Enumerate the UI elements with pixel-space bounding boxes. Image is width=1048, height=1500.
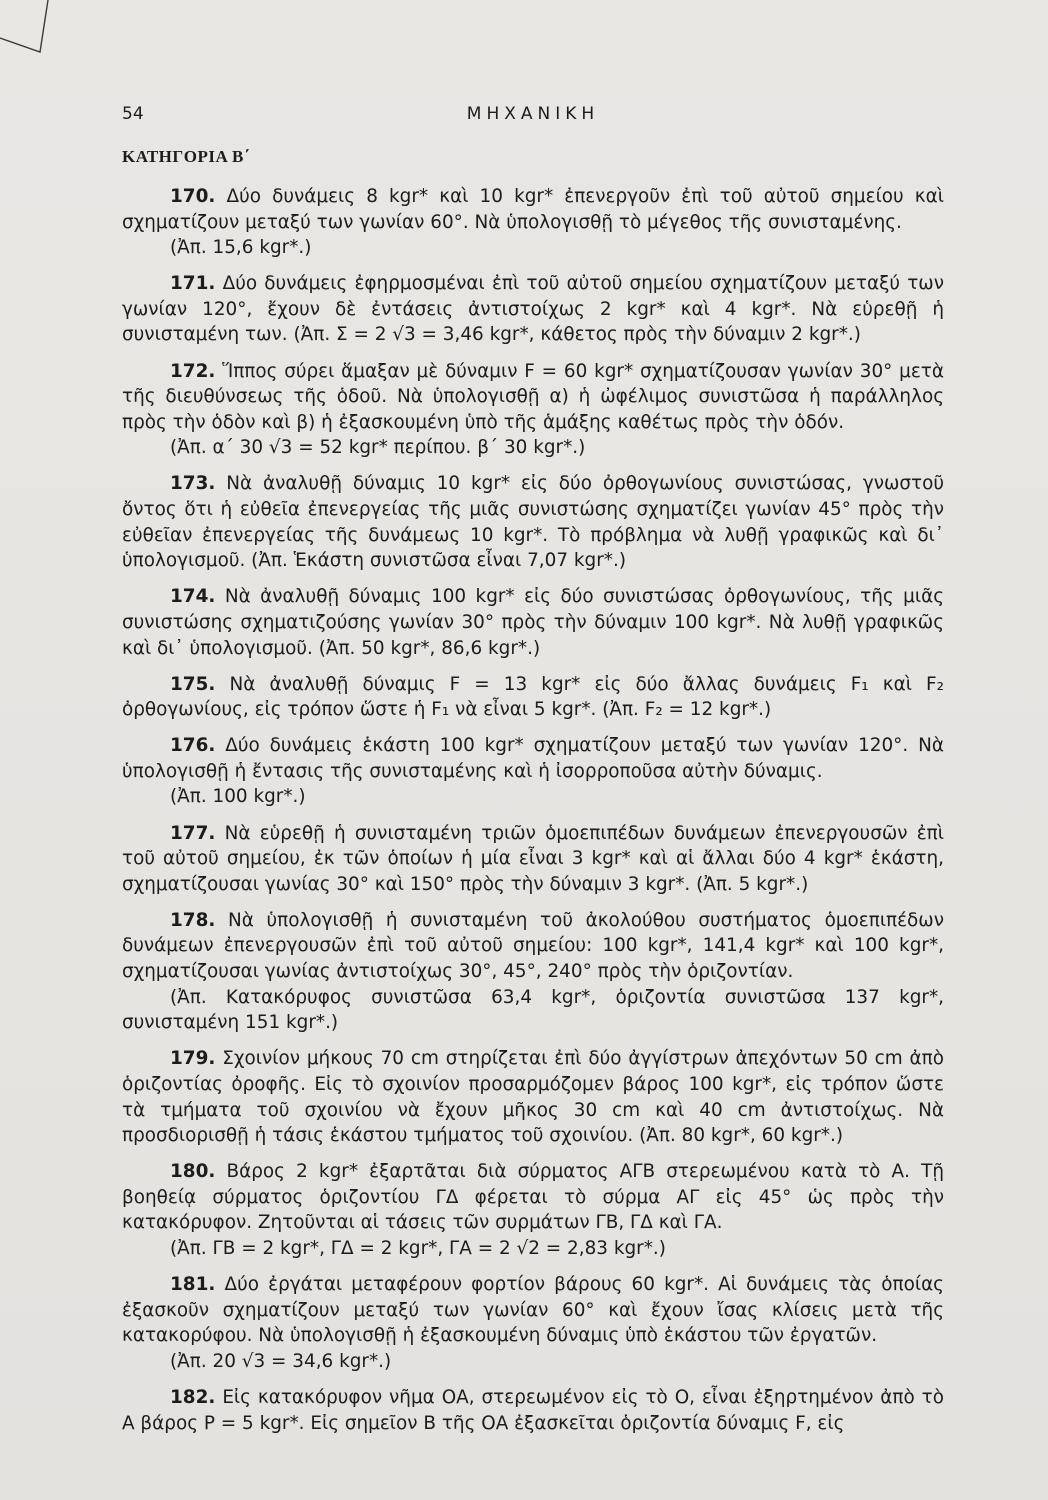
page-fold-mark [0,0,60,60]
problem-item [122,733,944,810]
problem-body: Δύο δυνάμεις 8 kgr* καὶ 10 kgr* ἐπενεργοῦν ἐπὶ τοῦ αὐτοῦ σημείου καὶ σχηματίζουν μεταξύ των γωνίαν 60°. Νὰ ὑπολογισθῇ τὸ μέγεθος τῆς συνισταμένης. [122,186,944,233]
problem-item [122,359,944,461]
problem-item [122,471,944,573]
problem-number: 182. [170,1386,216,1408]
problem-text [122,672,944,723]
problem-number: 170. [170,186,216,207]
problem-item [122,1385,944,1436]
problem-item [122,271,944,348]
running-title: ΜΗΧΑΝΙΚΗ [466,104,600,124]
problem-text [122,471,944,573]
problem-item [122,821,944,898]
problem-answer: (Ἀπ. 100 kgr*.) [170,786,306,808]
problem-body: Νὰ εὑρεθῇ ἡ συνισταμένη τριῶν ὁμοεπιπέδων δυνάμεων ἐπενεργουσῶν ἐπὶ τοῦ αὐτοῦ σημείου, ἐκ τῶν ὁποίων ἡ μία εἶναι 3 kgr* καὶ αἱ ἄλλαι δύο 4 kgr* ἑκάστη, σχηματίζουσαι γωνίας 30° καὶ 150° πρὸς τὴν δύναμιν 3 kgr*. (Ἀπ. 5 kgr*.) [122,822,944,895]
problem-list [122,184,944,1447]
problem-number: 171. [170,273,216,295]
problem-answer: (Ἀπ. α΄ 30 √3 = 52 kgr* περίπου. β΄ 30 kgr*.) [170,437,586,459]
problem-text [122,1046,944,1148]
problem-body: Δύο ἐργάται μεταφέρουν φορτίον βάρους 60 kgr*. Αἱ δυνάμεις τὰς ὁποίας ἐξασκοῦν σχηματίζουν μεταξύ των γωνίαν 60° καὶ ἔχουν ἴσας κλίσεις μετὰ τῆς κατακορύφου. Νὰ ὑπολογισθῇ ἡ ἐξασκουμένη δύναμις ὑπὸ ἑκάστου τῶν ἐργατῶν. [122,1274,944,1347]
problem-text [122,184,944,235]
problem-answer: (Ἀπ. 15,6 kgr*.) [170,237,312,259]
problem-number: 181. [170,1274,216,1296]
problem-body: Εἰς κατακόρυφον νῆμα ΟΑ, στερεωμένον εἰς τὸ Ο, εἶναι ἐξηρτημένον ἀπὸ τὸ Α βάρος Ρ = 5 kgr*. Εἰς σημεῖον Β τῆς ΟΑ ἐξασκεῖται ὁριζοντία δύναμις F, εἰς [122,1386,944,1434]
problem-number: 176. [170,735,216,757]
problem-body: Νὰ ἀναλυθῇ δύναμις 10 kgr* εἰς δύο ὀρθογωνίους συνιστώσας, γνωστοῦ ὄντος ὅτι ἡ εὐθεῖα ἐπενεργείας τῆς μιᾶς συνιστώσης σχηματίζει γωνίαν 45° πρὸς τὴν εὐθεῖαν ἐπενεργείας τῆς δυνάμεως 10 kgr*. Τὸ πρόβλημα νὰ λυθῇ γραφικῶς καὶ δι᾿ ὑπολογισμοῦ. (Ἀπ. Ἑκάστη συνιστῶσα εἶναι 7,07 kgr*.) [122,473,944,572]
problem-text [122,359,944,436]
problem-number: 173. [170,473,216,495]
problem-number: 178. [170,909,216,931]
problem-body: Νὰ ἀναλυθῇ δύναμις F = 13 kgr* εἰς δύο ἄλλας δυνάμεις F₁ καὶ F₂ ὀρθογωνίους, εἰς τρόπον ὥστε ἡ F₁ νὰ εἶναι 5 kgr*. (Ἀπ. F₂ = 12 kgr*.) [122,673,944,721]
problem-item [122,1046,944,1148]
problem-text [122,1159,944,1236]
problem-number: 177. [170,822,216,844]
problem-body: Σχοινίον μήκους 70 cm στηρίζεται ἐπὶ δύο ἀγγίστρων ἀπεχόντων 50 cm ἀπὸ ὁριζοντίας ὀροφῆς. Εἰς τὸ σχοινίον προσαρμόζομεν βάρος 100 kgr*, εἰς τρόπον ὥστε τὰ τμήματα τοῦ σχοινίου νὰ ἔχουν μῆκος 30 cm καὶ 40 cm ἀντιστοίχως. Νὰ προσδιορισθῇ ἡ τάσις ἑκάστου τμήματος τοῦ σχοινίου. (Ἀπ. 80 kgr*, 60 kgr*.) [122,1048,944,1147]
problem-item [122,908,944,1036]
problem-body: Νὰ ὑπολογισθῇ ἡ συνισταμένη τοῦ ἀκολούθου συστήματος ὁμοεπιπέδων δυνάμεων ἐπενεργουσῶν ἐπὶ τοῦ αὐτοῦ σημείου: 100 kgr*, 141,4 kgr* καὶ 100 kgr*, σχηματίζουσαι γωνίας ἀντιστοίχως 30°, 45°, 240° πρὸς τὴν ὁριζοντίαν. [122,909,944,983]
problem-item [122,184,944,261]
problem-body: Ἵππος σύρει ἅμαξαν μὲ δύναμιν F = 60 kgr* σχηματίζουσαν γωνίαν 30° μετὰ τῆς διευθύνσεως τῆς ὁδοῦ. Νὰ ὑπολογισθῇ α) ἡ ὠφέλιμος συνιστῶσα ἡ παράλληλος πρὸς τὴν ὁδὸν καὶ β) ἡ ἐξασκουμένη ὑπὸ τῆς ἁμάξης καθέτως πρὸς τὴν ὁδόν. [122,360,944,433]
problem-item [122,672,944,723]
problem-item [122,1159,944,1261]
problem-text [122,1272,944,1349]
problem-body: Βάρος 2 kgr* ἐξαρτᾶται διὰ σύρματος ΑΓΒ στερεωμένου κατὰ τὸ Α. Τῇ βοηθείᾳ σύρματος ὁριζοντίου ΓΔ φέρεται τὸ σύρμα ΑΓ εἰς 45° ὡς πρὸς τὴν κατακόρυφον. Ζητοῦνται αἱ τάσεις τῶν συρμάτων ΓΒ, ΓΔ καὶ ΓΑ. [122,1161,944,1234]
problem-text [122,733,944,784]
problem-text [122,908,944,985]
problem-body: Δύο δυνάμεις ἐφηρμοσμέναι ἐπὶ τοῦ αὐτοῦ σημείου σχηματίζουν μεταξύ των γωνίαν 120°, ἔχουν δὲ ἐντάσεις ἀντιστοίχως 2 kgr* καὶ 4 kgr*. Νὰ εὑρεθῇ ἡ συνισταμένη των. (Ἀπ. Σ = 2 √3 = 3,46 kgr*, κάθετος πρὸς τὴν δύναμιν 2 kgr*.) [122,273,944,346]
problem-body: Νὰ ἀναλυθῇ δύναμις 100 kgr* εἰς δύο συνιστώσας ὀρθογωνίους, τῆς μιᾶς συνιστώσης σχηματιζούσης γωνίαν 30° πρὸς τὴν δύναμιν 100 kgr*. Νὰ λυθῇ γραφικῶς καὶ δι᾿ ὑπολογισμοῦ. (Ἀπ. 50 kgr*, 86,6 kgr*.) [122,586,944,659]
problem-item [122,1272,944,1374]
problem-text [122,821,944,898]
problem-text [122,1385,944,1436]
page-header [122,104,944,128]
problem-number: 179. [170,1048,216,1070]
problem-number: 172. [170,360,216,382]
page-number: 54 [122,104,144,124]
problem-number: 180. [170,1161,216,1183]
section-heading: ΚΑΤΗΓΟΡΙΑ Β΄ [122,147,251,166]
problem-body: Δύο δυνάμεις ἑκάστη 100 kgr* σχηματίζουν μεταξύ των γωνίαν 120°. Νὰ ὑπολογισθῇ ἡ ἔντασις τῆς συνισταμένης καὶ ἡ ἰσορροποῦσα αὐτὴν δύναμις. [122,735,944,782]
problem-text [122,271,944,348]
problem-number: 175. [170,673,216,695]
problem-item [122,584,944,661]
problem-number: 174. [170,586,216,608]
problem-answer: (Ἀπ. Κατακόρυφος συνιστῶσα 63,4 kgr*, ὁριζοντία συνιστῶσα 137 kgr*, συνισταμένη 151 kgr*.) [122,986,944,1034]
problem-text [122,584,944,661]
problem-answer: (Ἀπ. 20 √3 = 34,6 kgr*.) [170,1350,392,1372]
problem-answer: (Ἀπ. ΓΒ = 2 kgr*, ΓΔ = 2 kgr*, ΓΑ = 2 √2 = 2,83 kgr*.) [170,1237,666,1259]
